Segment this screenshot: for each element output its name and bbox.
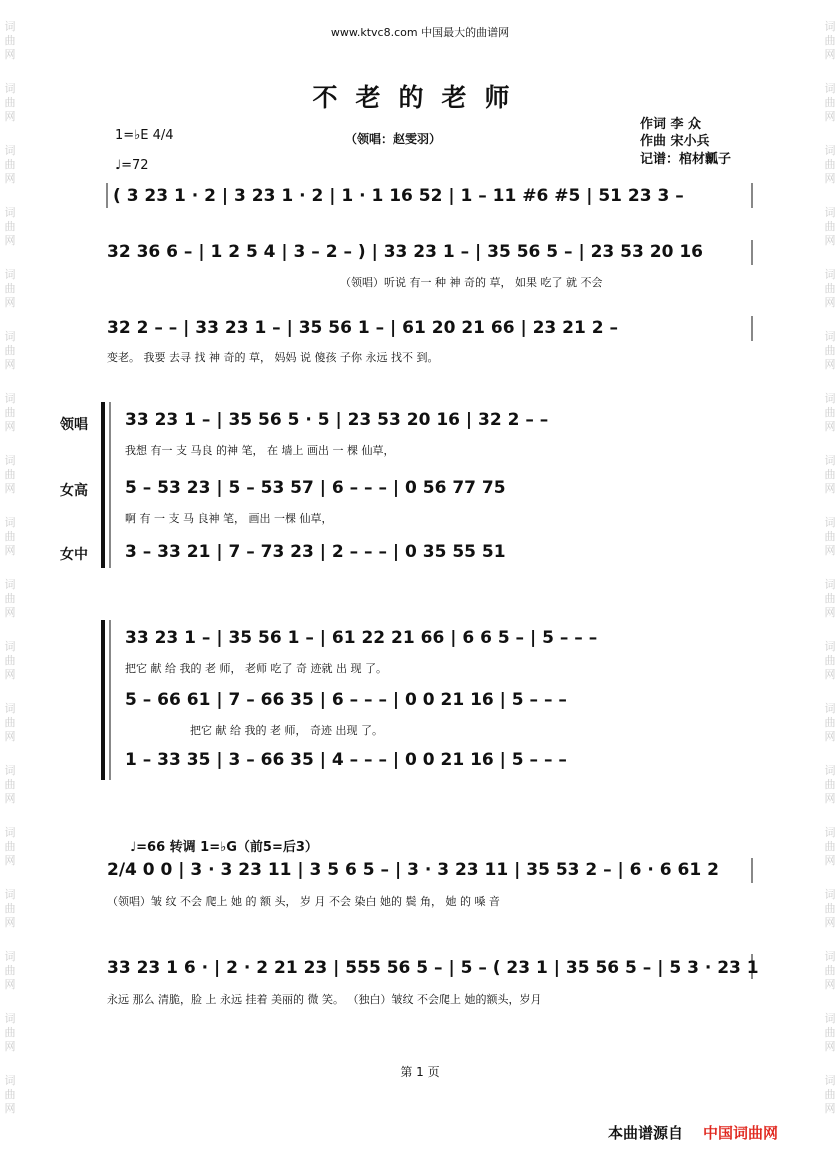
watermark: 词 曲 网: [824, 702, 836, 743]
watermark: 词 曲 网: [4, 144, 16, 185]
score-line: 3 – 33 21 | 7 – 73 23 | 2 – – – | 0 35 55 51: [125, 542, 506, 562]
watermark: 词 曲 网: [4, 578, 16, 619]
score-line: 33 23 1 – | 35 56 1 – | 61 22 21 66 | 6 6 5 – | 5 – – –: [125, 628, 598, 648]
watermark: 词 曲 网: [4, 268, 16, 309]
source-credit: [608, 1122, 778, 1143]
lyric-line: （领唱）听说 有一 种 神 奇的 草， 如果 吃了 就 不会: [340, 276, 603, 289]
composer-credit: 作曲 宋小兵: [640, 134, 710, 149]
watermark: 词 曲 网: [4, 82, 16, 123]
watermark: 词 曲 网: [4, 764, 16, 805]
lyric-line: 变老。 我要 去寻 找 神 奇的 草， 妈妈 说 傻孩 子你 永远 找不 到。: [107, 351, 439, 364]
watermark: 词 曲 网: [4, 206, 16, 247]
lyric-line: 把它 献 给 我的 老 师， 老师 吃了 奇 迹就 出 现 了。: [125, 662, 387, 675]
watermark: 词 曲 网: [4, 826, 16, 867]
tempo-key-change: ♩=66 转调 1=♭G（前5=后3）: [130, 840, 318, 855]
score-line: 33 23 1 – | 35 56 5 · 5 | 23 53 20 16 | 32 2 – –: [125, 410, 549, 430]
watermark: 词 曲 网: [4, 454, 16, 495]
watermark: 词 曲 网: [824, 1012, 836, 1053]
watermark: 词 曲 网: [4, 888, 16, 929]
watermark: 词 曲 网: [824, 144, 836, 185]
watermark: 词 曲 网: [824, 950, 836, 991]
lyric-line: 永远 那么 清脆，脸 上 永远 挂着 美丽的 微 笑。 （独白）皱纹 不会爬上 她的额头，岁月: [107, 993, 542, 1006]
watermark: 词 曲 网: [4, 702, 16, 743]
key-signature: 1=♭E 4/4: [115, 128, 174, 143]
watermark: 词 曲 网: [824, 578, 836, 619]
watermark: 词 曲 网: [824, 1074, 836, 1115]
part-label-lead: 领唱: [60, 417, 88, 433]
tempo-mark: ♩=72: [115, 158, 149, 173]
score-line: 32 2 – – | 33 23 1 – | 35 56 1 – | 61 20 21 66 | 23 21 2 –: [107, 318, 619, 338]
part-label-alto: 女中: [60, 547, 88, 563]
score-line: 5 – 53 23 | 5 – 53 57 | 6 – – – | 0 56 77 75: [125, 478, 506, 498]
watermark: 词 曲 网: [4, 1074, 16, 1115]
watermark: 词 曲 网: [4, 950, 16, 991]
score-line: 32 36 6 – | 1 2 5 4 | 3 – 2 – ) | 33 23 1 – | 35 56 5 – | 23 53 20 16: [107, 242, 703, 262]
transcriber-credit: 记谱：棺材瓤子: [640, 152, 732, 167]
watermark: 词 曲 网: [824, 826, 836, 867]
lyricist-credit: 作词 李 众: [640, 117, 702, 132]
watermark: 词 曲 网: [824, 20, 836, 61]
watermark: 词 曲 网: [824, 82, 836, 123]
page-number: 第 1 页: [400, 1065, 440, 1079]
watermark: 词 曲 网: [824, 330, 836, 371]
watermark: 词 曲 网: [824, 454, 836, 495]
watermark: 词 曲 网: [4, 516, 16, 557]
lyric-line: （领唱）皱 纹 不会 爬上 她 的 额 头， 岁 月 不会 染白 她的 鬓 角， 她 的 嗓 音: [107, 895, 500, 908]
score-line: 5 – 66 61 | 7 – 66 35 | 6 – – – | 0 0 21 16 | 5 – – –: [125, 690, 567, 710]
lyric-line: 把它 献 给 我的 老 师， 奇迹 出现 了。: [190, 724, 383, 737]
part-label-soprano: 女高: [60, 483, 88, 499]
source-brand[interactable]: 中国词曲网: [703, 1124, 779, 1142]
watermark: 词 曲 网: [4, 392, 16, 433]
watermark: 词 曲 网: [824, 764, 836, 805]
watermark: 词 曲 网: [4, 1012, 16, 1053]
watermark: 词 曲 网: [824, 392, 836, 433]
watermark: 词 曲 网: [824, 516, 836, 557]
score-line: 1 – 33 35 | 3 – 66 35 | 4 – – – | 0 0 21 16 | 5 – – –: [125, 750, 567, 770]
watermark: 词 曲 网: [824, 268, 836, 309]
watermark: 词 曲 网: [824, 206, 836, 247]
source-label: 本曲谱源自: [608, 1124, 684, 1142]
watermark: 词 曲 网: [4, 640, 16, 681]
watermark: 词 曲 网: [4, 330, 16, 371]
score-line: ( 3 23 1 · 2 | 3 23 1 · 2 | 1 · 1 16 52 | 1 – 11 #6 #5 | 51 23 3 –: [113, 186, 684, 206]
watermark: 词 曲 网: [4, 20, 16, 61]
song-title: 不老的老师: [312, 83, 528, 112]
score-line: 2/4 0 0 | 3 · 3 23 11 | 3 5 6 5 – | 3 · 3 23 11 | 35 53 2 – | 6 · 6 61 2: [107, 860, 719, 880]
site-url: www.ktvc8.com 中国最大的曲谱网: [330, 26, 510, 39]
watermark: 词 曲 网: [824, 888, 836, 929]
lyric-line: 我想 有一 支 马良 的神 笔， 在 墙上 画出 一 棵 仙草，: [125, 444, 395, 457]
lyric-line: 啊 有 一 支 马 良神 笔， 画出 一棵 仙草，: [125, 512, 333, 525]
singer-credit: （领唱：赵雯羽）: [345, 132, 442, 146]
watermark: 词 曲 网: [824, 640, 836, 681]
score-line: 33 23 1 6 · | 2 · 2 21 23 | 555 56 5 – | 5 – ( 23 1 | 35 56 5 – | 5 3 · 23 1: [107, 958, 759, 978]
